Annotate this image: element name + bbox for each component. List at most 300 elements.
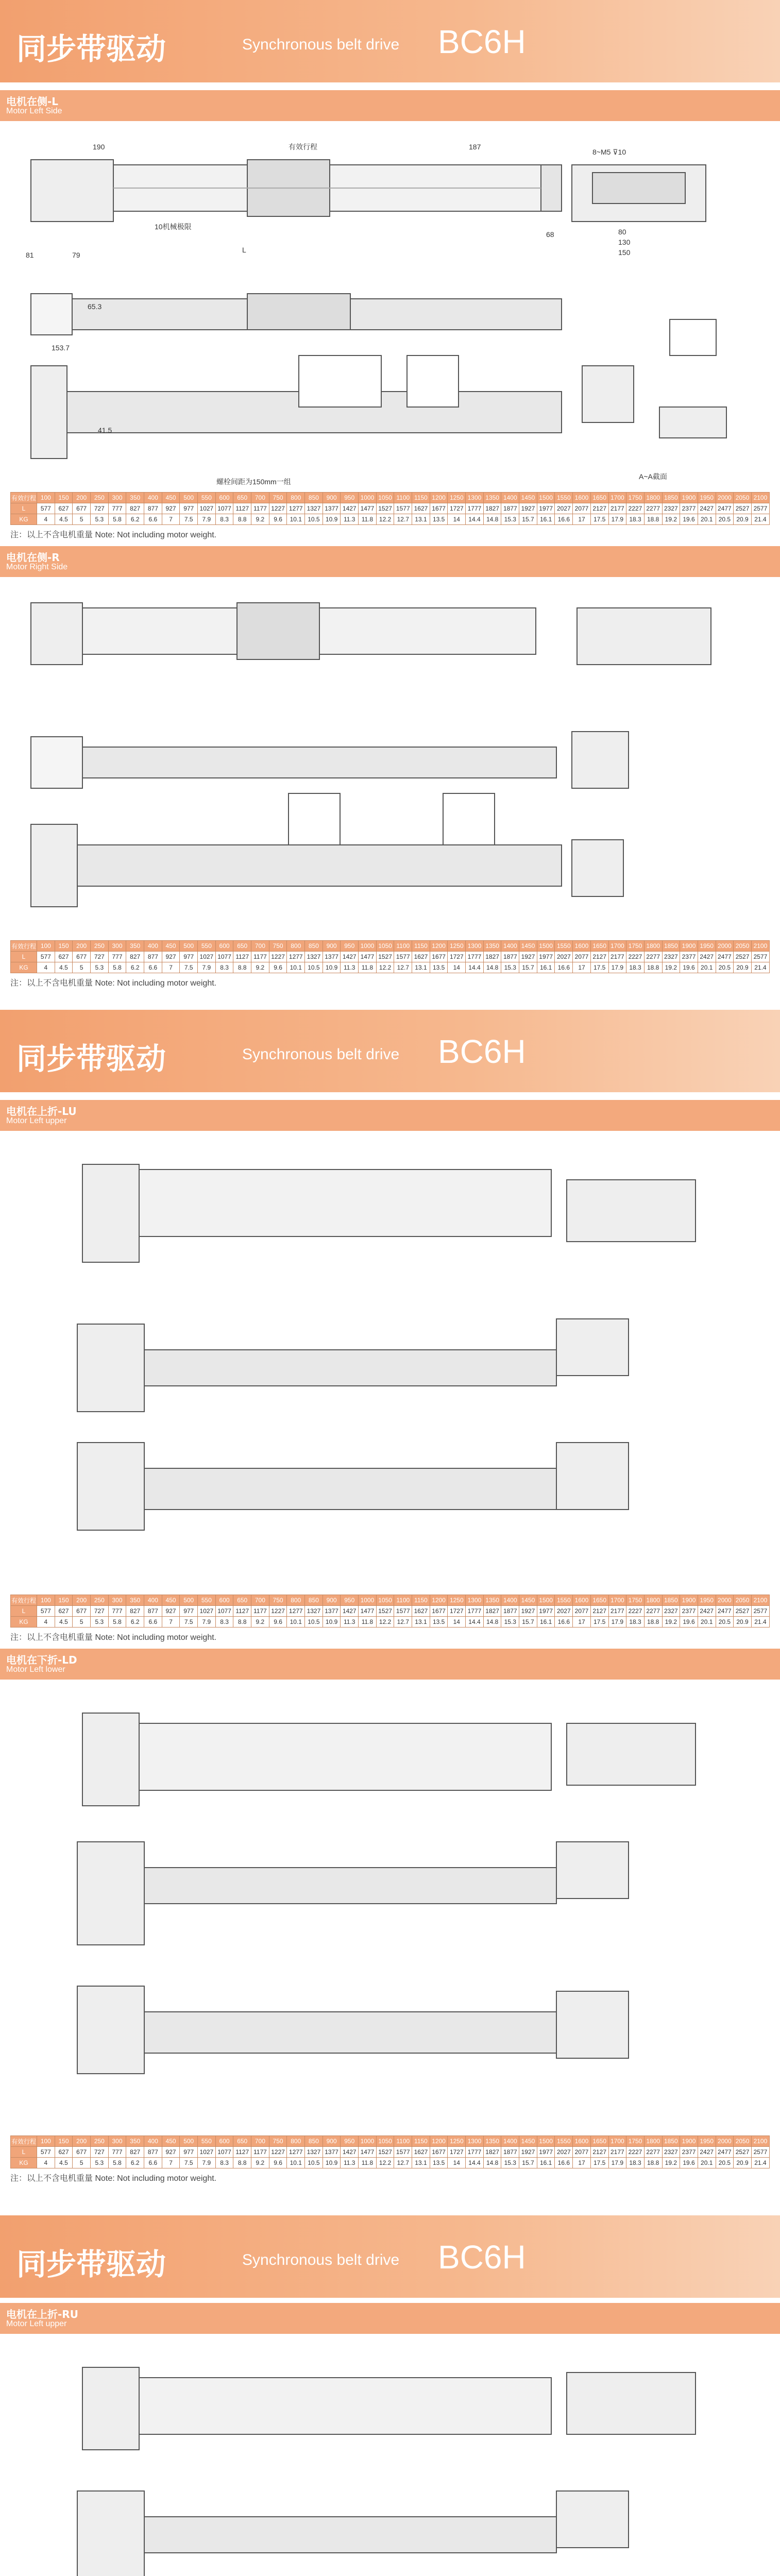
table-cell: 1650 bbox=[590, 2136, 608, 2147]
table-cell: 6.6 bbox=[144, 1617, 162, 1628]
table-cell: 1727 bbox=[448, 2147, 466, 2158]
table-cell: 1200 bbox=[430, 1595, 448, 1606]
table-cell: 1177 bbox=[251, 1606, 269, 1617]
table-cell: 4 bbox=[37, 1617, 55, 1628]
table-cell: 1727 bbox=[448, 952, 466, 962]
section-header-ru bbox=[0, 2303, 780, 2334]
table-cell: 1277 bbox=[287, 1606, 305, 1617]
section-title-cn: 电机在上折-LU bbox=[6, 1105, 77, 1117]
table-cell: 1600 bbox=[573, 2136, 591, 2147]
table-cell: 1450 bbox=[519, 2136, 537, 2147]
label-section-a: A~A截面 bbox=[639, 472, 667, 481]
table-cell: 1000 bbox=[359, 2136, 377, 2147]
table-cell: 950 bbox=[341, 2136, 359, 2147]
table-cell: 18.8 bbox=[644, 1617, 662, 1628]
section-header-lu bbox=[0, 1100, 780, 1131]
table-cell: 7.9 bbox=[198, 962, 216, 973]
table-cell: 550 bbox=[198, 493, 216, 503]
table-cell: 827 bbox=[126, 952, 144, 962]
table-cell: 20.1 bbox=[698, 962, 716, 973]
table-cell: 1527 bbox=[376, 952, 394, 962]
table-cell: 7.5 bbox=[180, 514, 198, 525]
table-cell: 16.6 bbox=[555, 1617, 573, 1628]
table-cell: 1950 bbox=[698, 1595, 716, 1606]
table-cell: 1750 bbox=[626, 2136, 645, 2147]
table-cell: 1200 bbox=[430, 941, 448, 952]
table-cell: 1850 bbox=[662, 1595, 680, 1606]
table-row bbox=[11, 962, 770, 973]
table-cell: 350 bbox=[126, 1595, 144, 1606]
table-cell: 1850 bbox=[662, 941, 680, 952]
dim-81: 81 bbox=[26, 251, 34, 259]
table-cell: 1627 bbox=[412, 503, 430, 514]
table-cell: 1277 bbox=[287, 503, 305, 514]
table-cell: 21.4 bbox=[751, 514, 769, 525]
table-cell: 1950 bbox=[698, 493, 716, 503]
table-cell: 1700 bbox=[608, 2136, 626, 2147]
dim-150: 150 bbox=[618, 248, 631, 257]
table-cell: 1227 bbox=[269, 952, 287, 962]
table-cell: 1627 bbox=[412, 952, 430, 962]
table-cell: 1100 bbox=[394, 941, 412, 952]
table-cell: 1477 bbox=[359, 1606, 377, 1617]
table-cell: 1477 bbox=[359, 2147, 377, 2158]
spec-table-r bbox=[10, 940, 770, 973]
table-cell: 1827 bbox=[483, 503, 501, 514]
table-row-label: 有效行程 bbox=[11, 2136, 37, 2147]
table-cell: 300 bbox=[108, 2136, 126, 2147]
table-cell: 15.7 bbox=[519, 2158, 537, 2168]
table-cell: 1577 bbox=[394, 1606, 412, 1617]
table-cell: 850 bbox=[305, 1595, 323, 1606]
table-cell: 20.5 bbox=[716, 2158, 734, 2168]
table-cell: 1250 bbox=[448, 493, 466, 503]
table-cell: 9.6 bbox=[269, 514, 287, 525]
table-cell: 977 bbox=[180, 1606, 198, 1617]
table-cell: 17.9 bbox=[608, 514, 626, 525]
table-cell: 800 bbox=[287, 2136, 305, 2147]
table-row bbox=[11, 1617, 770, 1628]
table-row bbox=[11, 1606, 770, 1617]
table-cell: 1227 bbox=[269, 2147, 287, 2158]
table-cell: 1800 bbox=[644, 941, 662, 952]
table-cell: 1577 bbox=[394, 2147, 412, 2158]
table-cell: 12.2 bbox=[376, 1617, 394, 1628]
table-cell: 13.1 bbox=[412, 514, 430, 525]
table-cell: 14.8 bbox=[483, 1617, 501, 1628]
table-cell: 200 bbox=[73, 493, 91, 503]
table-cell: 17.5 bbox=[590, 1617, 608, 1628]
table-cell: 927 bbox=[162, 503, 180, 514]
table-cell: 15.7 bbox=[519, 1617, 537, 1628]
table-cell: 1077 bbox=[215, 1606, 233, 1617]
table-cell: 18.3 bbox=[626, 962, 645, 973]
table-cell: 450 bbox=[162, 2136, 180, 2147]
table-cell: 13.5 bbox=[430, 962, 448, 973]
table-row-label: L bbox=[11, 503, 37, 514]
table-cell: 11.3 bbox=[341, 514, 359, 525]
table-cell: 13.5 bbox=[430, 1617, 448, 1628]
table-cell: 2377 bbox=[680, 2147, 698, 2158]
table-cell: 1700 bbox=[608, 493, 626, 503]
table-cell: 600 bbox=[215, 2136, 233, 2147]
table-cell: 1000 bbox=[359, 941, 377, 952]
table-cell: 1827 bbox=[483, 952, 501, 962]
table-cell: 1350 bbox=[483, 1595, 501, 1606]
table-cell: 1577 bbox=[394, 952, 412, 962]
table-cell: 2327 bbox=[662, 1606, 680, 1617]
table-cell: 5.3 bbox=[91, 1617, 109, 1628]
note-l: 注：以上不含电机重量 Note: Not including motor weight. bbox=[10, 531, 217, 539]
table-cell: 1777 bbox=[466, 952, 484, 962]
table-cell: 1150 bbox=[412, 1595, 430, 1606]
table-cell: 1700 bbox=[608, 1595, 626, 1606]
table-cell: 2227 bbox=[626, 1606, 645, 1617]
banner-model: BC6H bbox=[438, 23, 526, 60]
dim-190: 190 bbox=[93, 143, 105, 151]
table-cell: 1050 bbox=[376, 493, 394, 503]
table-cell: 877 bbox=[144, 1606, 162, 1617]
table-cell: 2127 bbox=[590, 2147, 608, 2158]
table-cell: 1027 bbox=[198, 952, 216, 962]
table-cell: 20.5 bbox=[716, 962, 734, 973]
table-cell: 1927 bbox=[519, 952, 537, 962]
table-cell: 10.1 bbox=[287, 2158, 305, 2168]
table-cell: 1827 bbox=[483, 1606, 501, 1617]
header-banner-2 bbox=[0, 1010, 780, 1092]
table-cell: 2527 bbox=[734, 2147, 752, 2158]
table-cell: 1677 bbox=[430, 2147, 448, 2158]
table-cell: 8.3 bbox=[215, 514, 233, 525]
table-cell: 2527 bbox=[734, 1606, 752, 1617]
table-cell: 1777 bbox=[466, 1606, 484, 1617]
table-cell: 300 bbox=[108, 493, 126, 503]
table-cell: 5.8 bbox=[108, 2158, 126, 2168]
table-row-label: KG bbox=[11, 514, 37, 525]
table-cell: 19.6 bbox=[680, 514, 698, 525]
table-cell: 450 bbox=[162, 941, 180, 952]
table-cell: 5.8 bbox=[108, 962, 126, 973]
table-cell: 1127 bbox=[233, 503, 251, 514]
table-cell: 150 bbox=[55, 941, 73, 952]
section-title-en: Motor Right Side bbox=[6, 563, 68, 571]
table-cell: 18.3 bbox=[626, 514, 645, 525]
table-cell: 150 bbox=[55, 493, 73, 503]
table-cell: 750 bbox=[269, 1595, 287, 1606]
table-cell: 2177 bbox=[608, 2147, 626, 2158]
section-title-cn: 电机在下折-LD bbox=[6, 1654, 77, 1666]
table-cell: 5.8 bbox=[108, 514, 126, 525]
table-cell: 20.5 bbox=[716, 514, 734, 525]
table-cell: 1250 bbox=[448, 2136, 466, 2147]
table-cell: 1900 bbox=[680, 1595, 698, 1606]
table-cell: 677 bbox=[73, 503, 91, 514]
table-cell: 1277 bbox=[287, 952, 305, 962]
table-cell: 6.2 bbox=[126, 962, 144, 973]
table-cell: 15.3 bbox=[501, 2158, 519, 2168]
table-cell: 20.1 bbox=[698, 1617, 716, 1628]
table-cell: 100 bbox=[37, 941, 55, 952]
table-cell: 777 bbox=[108, 1606, 126, 1617]
table-cell: 2077 bbox=[573, 503, 591, 514]
drawing-lu bbox=[0, 1133, 780, 1587]
table-cell: 12.7 bbox=[394, 2158, 412, 2168]
banner-title-cn: 同步带驱动 bbox=[16, 2247, 166, 2282]
table-cell: 12.2 bbox=[376, 2158, 394, 2168]
label-L: L bbox=[242, 246, 246, 254]
table-cell: 8.3 bbox=[215, 2158, 233, 2168]
table-cell: 13.1 bbox=[412, 1617, 430, 1628]
table-cell: 4 bbox=[37, 2158, 55, 2168]
table-cell: 877 bbox=[144, 503, 162, 514]
table-cell: 10.5 bbox=[305, 1617, 323, 1628]
dim-187: 187 bbox=[469, 143, 481, 151]
table-cell: 1950 bbox=[698, 941, 716, 952]
table-cell: 17.9 bbox=[608, 1617, 626, 1628]
table-cell: 14 bbox=[448, 514, 466, 525]
table-cell: 6.6 bbox=[144, 962, 162, 973]
table-row-label: 有效行程 bbox=[11, 1595, 37, 1606]
table-cell: 1550 bbox=[555, 941, 573, 952]
table-row-label: KG bbox=[11, 2158, 37, 2168]
table-cell: 600 bbox=[215, 941, 233, 952]
table-cell: 1300 bbox=[466, 1595, 484, 1606]
table-cell: 15.3 bbox=[501, 514, 519, 525]
table-cell: 1600 bbox=[573, 493, 591, 503]
table-cell: 150 bbox=[55, 2136, 73, 2147]
table-cell: 950 bbox=[341, 493, 359, 503]
table-cell: 1150 bbox=[412, 941, 430, 952]
table-cell: 20.9 bbox=[734, 1617, 752, 1628]
table-cell: 10.1 bbox=[287, 1617, 305, 1628]
table-cell: 727 bbox=[91, 1606, 109, 1617]
table-cell: 5 bbox=[73, 2158, 91, 2168]
table-cell: 17 bbox=[573, 962, 591, 973]
table-cell: 2277 bbox=[644, 2147, 662, 2158]
table-cell: 10.1 bbox=[287, 962, 305, 973]
table-cell: 1577 bbox=[394, 503, 412, 514]
banner-title-en: Synchronous belt drive bbox=[242, 1046, 400, 1063]
table-cell: 550 bbox=[198, 2136, 216, 2147]
table-cell: 977 bbox=[180, 503, 198, 514]
label-limit: 10机械极限 bbox=[155, 223, 192, 231]
table-cell: 977 bbox=[180, 952, 198, 962]
table-cell: 1727 bbox=[448, 1606, 466, 1617]
table-cell: 727 bbox=[91, 503, 109, 514]
table-cell: 777 bbox=[108, 952, 126, 962]
table-cell: 11.3 bbox=[341, 2158, 359, 2168]
table-row-label: L bbox=[11, 1606, 37, 1617]
table-cell: 13.1 bbox=[412, 962, 430, 973]
table-cell: 1750 bbox=[626, 1595, 645, 1606]
table-cell: 9.2 bbox=[251, 1617, 269, 1628]
table-cell: 550 bbox=[198, 1595, 216, 1606]
table-cell: 1077 bbox=[215, 2147, 233, 2158]
table-cell: 500 bbox=[180, 941, 198, 952]
table-cell: 1100 bbox=[394, 2136, 412, 2147]
table-cell: 1300 bbox=[466, 2136, 484, 2147]
table-cell: 6.6 bbox=[144, 2158, 162, 2168]
table-cell: 1900 bbox=[680, 2136, 698, 2147]
drawing-r bbox=[0, 582, 780, 933]
table-cell: 1877 bbox=[501, 1606, 519, 1617]
table-cell: 400 bbox=[144, 941, 162, 952]
table-cell: 727 bbox=[91, 2147, 109, 2158]
table-cell: 627 bbox=[55, 503, 73, 514]
table-cell: 2577 bbox=[751, 952, 769, 962]
table-cell: 1100 bbox=[394, 493, 412, 503]
table-cell: 1350 bbox=[483, 941, 501, 952]
table-cell: 2050 bbox=[734, 493, 752, 503]
table-cell: 12.2 bbox=[376, 962, 394, 973]
table-row bbox=[11, 1595, 770, 1606]
table-cell: 650 bbox=[233, 941, 251, 952]
table-cell: 1800 bbox=[644, 1595, 662, 1606]
table-cell: 2477 bbox=[716, 503, 734, 514]
table-cell: 2100 bbox=[751, 941, 769, 952]
table-cell: 21.4 bbox=[751, 962, 769, 973]
table-cell: 677 bbox=[73, 952, 91, 962]
table-cell: 1350 bbox=[483, 493, 501, 503]
table-cell: 750 bbox=[269, 941, 287, 952]
table-cell: 2127 bbox=[590, 952, 608, 962]
table-cell: 1527 bbox=[376, 2147, 394, 2158]
table-cell: 2327 bbox=[662, 2147, 680, 2158]
table-cell: 1150 bbox=[412, 493, 430, 503]
table-cell: 2177 bbox=[608, 503, 626, 514]
table-cell: 2077 bbox=[573, 2147, 591, 2158]
table-cell: 900 bbox=[323, 493, 341, 503]
table-cell: 9.2 bbox=[251, 962, 269, 973]
table-cell: 18.3 bbox=[626, 2158, 645, 2168]
table-cell: 827 bbox=[126, 2147, 144, 2158]
table-row bbox=[11, 2136, 770, 2147]
table-cell: 7.9 bbox=[198, 1617, 216, 1628]
table-cell: 850 bbox=[305, 941, 323, 952]
table-cell: 250 bbox=[91, 2136, 109, 2147]
table-cell: 350 bbox=[126, 2136, 144, 2147]
header-banner-3 bbox=[0, 2215, 780, 2298]
table-cell: 11.8 bbox=[359, 962, 377, 973]
dim-80: 80 bbox=[618, 228, 626, 236]
table-cell: 1450 bbox=[519, 941, 537, 952]
table-cell: 1927 bbox=[519, 503, 537, 514]
table-cell: 150 bbox=[55, 1595, 73, 1606]
table-cell: 850 bbox=[305, 2136, 323, 2147]
table-cell: 15.3 bbox=[501, 962, 519, 973]
table-cell: 17.9 bbox=[608, 2158, 626, 2168]
table-cell: 1627 bbox=[412, 1606, 430, 1617]
table-row-label: 有效行程 bbox=[11, 493, 37, 503]
table-cell: 900 bbox=[323, 1595, 341, 1606]
table-cell: 650 bbox=[233, 1595, 251, 1606]
table-cell: 1600 bbox=[573, 941, 591, 952]
table-cell: 8.3 bbox=[215, 962, 233, 973]
table-row-label: 有效行程 bbox=[11, 941, 37, 952]
table-cell: 500 bbox=[180, 493, 198, 503]
table-cell: 927 bbox=[162, 2147, 180, 2158]
table-cell: 11.3 bbox=[341, 962, 359, 973]
table-cell: 13.5 bbox=[430, 514, 448, 525]
note-lu: 注：以上不含电机重量 Note: Not including motor weight. bbox=[10, 1633, 217, 1642]
table-cell: 5.3 bbox=[91, 514, 109, 525]
banner-title-en: Synchronous belt drive bbox=[242, 2251, 400, 2268]
table-cell: 1427 bbox=[341, 2147, 359, 2158]
table-cell: 12.7 bbox=[394, 962, 412, 973]
table-cell: 7.9 bbox=[198, 2158, 216, 2168]
table-cell: 16.1 bbox=[537, 2158, 555, 2168]
table-cell: 18.8 bbox=[644, 2158, 662, 2168]
note-ld: 注：以上不含电机重量 Note: Not including motor weight. bbox=[10, 2174, 217, 2183]
table-row bbox=[11, 2147, 770, 2158]
spec-table-ld bbox=[10, 2136, 770, 2168]
table-cell: 5.3 bbox=[91, 962, 109, 973]
table-cell: 2077 bbox=[573, 1606, 591, 1617]
table-row bbox=[11, 514, 770, 525]
table-cell: 2077 bbox=[573, 952, 591, 962]
table-cell: 1650 bbox=[590, 493, 608, 503]
table-cell: 627 bbox=[55, 2147, 73, 2158]
table-cell: 2227 bbox=[626, 503, 645, 514]
table-cell: 19.2 bbox=[662, 1617, 680, 1628]
table-cell: 1077 bbox=[215, 503, 233, 514]
table-cell: 1327 bbox=[305, 2147, 323, 2158]
table-cell: 4.5 bbox=[55, 2158, 73, 2168]
table-cell: 12.7 bbox=[394, 1617, 412, 1628]
table-cell: 4 bbox=[37, 514, 55, 525]
table-cell: 200 bbox=[73, 1595, 91, 1606]
table-cell: 627 bbox=[55, 1606, 73, 1617]
table-cell: 2427 bbox=[698, 503, 716, 514]
table-cell: 7 bbox=[162, 1617, 180, 1628]
table-cell: 1127 bbox=[233, 1606, 251, 1617]
table-cell: 6.2 bbox=[126, 514, 144, 525]
table-cell: 1850 bbox=[662, 493, 680, 503]
table-cell: 250 bbox=[91, 941, 109, 952]
table-cell: 11.8 bbox=[359, 2158, 377, 2168]
table-cell: 16.1 bbox=[537, 1617, 555, 1628]
table-cell: 1050 bbox=[376, 2136, 394, 2147]
table-cell: 450 bbox=[162, 493, 180, 503]
table-cell: 1727 bbox=[448, 503, 466, 514]
table-cell: 1377 bbox=[323, 503, 341, 514]
table-cell: 650 bbox=[233, 493, 251, 503]
table-cell: 1000 bbox=[359, 1595, 377, 1606]
table-cell: 2527 bbox=[734, 503, 752, 514]
table-cell: 550 bbox=[198, 941, 216, 952]
table-cell: 1877 bbox=[501, 952, 519, 962]
table-cell: 9.6 bbox=[269, 2158, 287, 2168]
table-cell: 16.6 bbox=[555, 962, 573, 973]
table-cell: 8.3 bbox=[215, 1617, 233, 1628]
table-cell: 1400 bbox=[501, 1595, 519, 1606]
table-cell: 2227 bbox=[626, 2147, 645, 2158]
table-cell: 750 bbox=[269, 493, 287, 503]
table-cell: 10.9 bbox=[323, 514, 341, 525]
table-cell: 7 bbox=[162, 514, 180, 525]
banner-model: BC6H bbox=[438, 2239, 526, 2276]
table-cell: 1500 bbox=[537, 2136, 555, 2147]
table-cell: 4 bbox=[37, 962, 55, 973]
table-cell: 10.9 bbox=[323, 2158, 341, 2168]
table-cell: 1127 bbox=[233, 2147, 251, 2158]
table-cell: 2027 bbox=[555, 1606, 573, 1617]
table-cell: 16.6 bbox=[555, 2158, 573, 2168]
table-cell: 1400 bbox=[501, 493, 519, 503]
table-cell: 1827 bbox=[483, 2147, 501, 2158]
table-cell: 7 bbox=[162, 2158, 180, 2168]
table-cell: 700 bbox=[251, 1595, 269, 1606]
